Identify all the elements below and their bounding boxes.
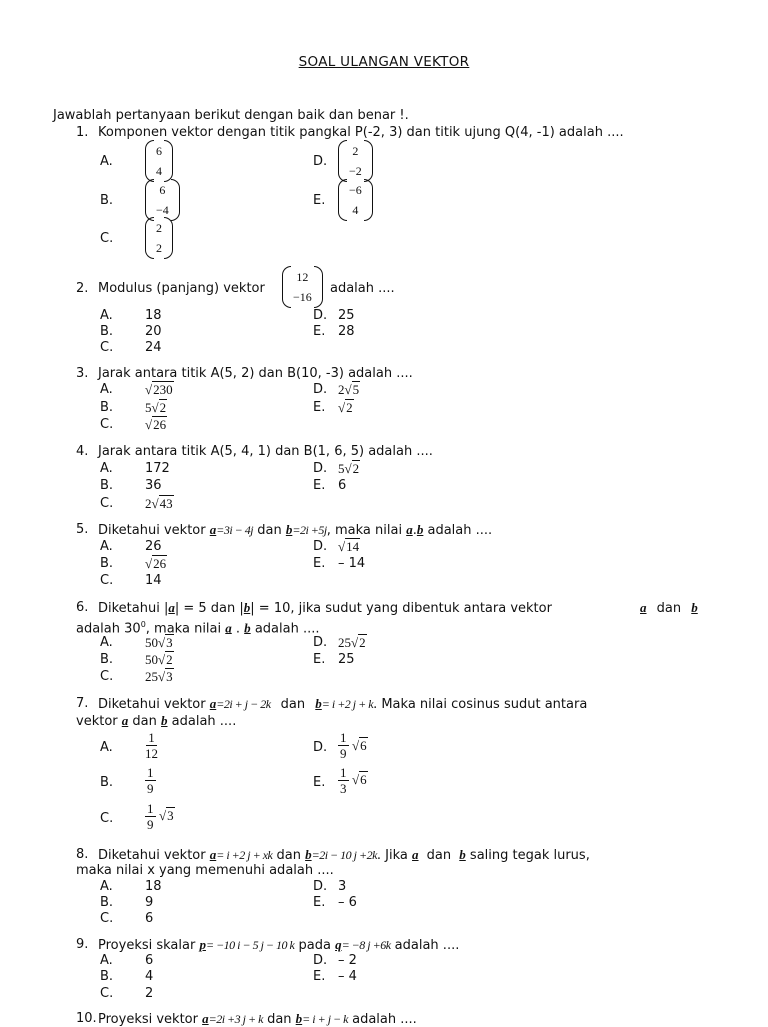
numerator: 1 — [340, 765, 347, 780]
vector-b-symbol: b — [691, 600, 698, 615]
question-number: 2. — [76, 281, 89, 296]
option-c-label: C. — [100, 231, 114, 246]
option-c-label: C. — [100, 911, 114, 926]
option-e-label: E. — [313, 775, 326, 790]
vector-a-symbol: a — [412, 847, 419, 862]
option-a-sqrt: √230 — [145, 382, 173, 397]
question-text — [98, 937, 459, 953]
option-a-label: A. — [100, 308, 113, 323]
option-e-label: E. — [313, 969, 326, 984]
vector-b-symbol: b — [416, 522, 424, 537]
vector-a-symbol: a — [209, 847, 217, 862]
option-a-label: A. — [100, 461, 113, 476]
vector-p-symbol: p — [199, 937, 206, 952]
denominator: 3 — [340, 781, 347, 796]
option-b-value: 20 — [145, 324, 162, 339]
text-part: Diketahui vektor — [98, 697, 206, 712]
text-part: saling tegak lurus, — [469, 848, 590, 863]
sqrt-coef: 2 — [338, 382, 345, 397]
question-text-line-2 — [76, 713, 236, 729]
text-part: dan — [656, 601, 682, 616]
sqrt-coef: 25 — [338, 635, 351, 650]
option-e-value: 25 — [338, 652, 355, 667]
numerator: 1 — [147, 801, 154, 816]
option-b-label: B. — [100, 556, 114, 571]
question-number: 5. — [76, 522, 89, 537]
option-d-label: D. — [313, 461, 328, 476]
option-d-label: D. — [313, 635, 328, 650]
option-c-sqrt: 25√3 — [145, 669, 173, 684]
vector-bottom: −2 — [349, 164, 362, 178]
denominator: 9 — [147, 817, 154, 832]
sqrt-radicand: 2 — [346, 400, 353, 415]
question-text — [98, 1011, 417, 1027]
vector-a-expression: =2i +3 j + k — [208, 1012, 263, 1026]
vector-bottom: 4 — [352, 203, 359, 217]
option-e-sqrt: √6 — [352, 772, 367, 787]
sqrt-radicand: 2 — [166, 652, 173, 667]
option-a-sqrt: 50√3 — [145, 635, 173, 650]
vector-top: 6 — [156, 144, 162, 158]
vector-b-symbol: b — [243, 600, 251, 615]
option-e-label: E. — [313, 556, 326, 571]
option-a-vector — [145, 140, 173, 182]
vector-b-expression: = i + j − k — [302, 1012, 348, 1026]
option-a-label: A. — [100, 154, 113, 169]
sqrt-radicand: 26 — [153, 556, 167, 571]
text-part: | = 5 dan | — [174, 601, 244, 616]
text-part: Proyeksi skalar — [98, 938, 196, 953]
option-b-label: B. — [100, 775, 114, 790]
text-part: Proyeksi vektor — [98, 1012, 198, 1027]
vector-q-expression: = −8 j +6k — [341, 938, 391, 952]
text-part: pada — [298, 938, 331, 953]
option-c-sqrt: √3 — [159, 808, 174, 823]
text-part: dan — [257, 523, 282, 538]
option-b-label: B. — [100, 895, 114, 910]
question-number: 10. — [76, 1011, 97, 1026]
option-e-value: 6 — [338, 478, 347, 493]
option-a-value: 6 — [145, 953, 154, 968]
sqrt-coef: 50 — [145, 635, 158, 650]
option-e-fraction — [338, 765, 349, 796]
vector-top: −6 — [349, 183, 362, 197]
sqrt-coef: 25 — [145, 669, 158, 684]
question-text — [98, 522, 492, 538]
question-text-line-2: adalah $30^0$, maka nilai a . b adalah .... — [76, 620, 320, 637]
text-part: dan — [426, 848, 452, 863]
option-b-sqrt: 5√2 — [145, 400, 167, 415]
question-number: 7. — [76, 696, 89, 711]
sqrt-radicand: 2 — [359, 635, 366, 650]
text-part: . Jika — [376, 848, 408, 863]
question-text: Jarak antara titik A(5, 4, 1) dan B(1, 6, 5) adalah .... — [98, 444, 433, 459]
option-d-vector — [338, 140, 373, 182]
option-c-label: C. — [100, 986, 114, 1001]
option-c-label: C. — [100, 496, 114, 511]
option-e-label: E. — [313, 478, 326, 493]
option-a-value: 172 — [145, 461, 170, 476]
option-d-sqrt: 5√2 — [338, 461, 360, 476]
text-part: adalah .... — [394, 938, 460, 953]
option-a-fraction — [145, 730, 158, 761]
option-e-label: E. — [313, 400, 326, 415]
text-part: adalah 30 — [76, 621, 141, 637]
text-part: Diketahui vektor — [98, 523, 206, 538]
option-d-label: D. — [313, 308, 328, 323]
modulus-vector — [282, 266, 323, 308]
option-d-label: D. — [313, 382, 328, 397]
sqrt-radicand: 2 — [159, 400, 167, 415]
option-a-label: A. — [100, 382, 113, 397]
denominator: 9 — [147, 781, 154, 796]
vector-b-expression: = i +2 j + k — [321, 697, 374, 711]
option-c-fraction — [145, 801, 156, 832]
option-e-vector — [338, 179, 373, 221]
vector-b-symbol: b — [285, 522, 293, 537]
option-b-sqrt: √26 — [145, 556, 167, 571]
option-e-value: – 4 — [338, 969, 357, 984]
sqrt-radicand: 230 — [153, 382, 173, 397]
option-e-label: E. — [313, 324, 326, 339]
text-part: , maka nilai — [145, 621, 222, 637]
question-text: Komponen vektor dengan titik pangkal P(-2, 3) dan titik ujung Q(4, -1) adalah .... — [98, 125, 624, 140]
text-part: adalah .... — [427, 523, 493, 538]
denominator: 9 — [340, 746, 347, 761]
option-e-label: E. — [313, 895, 326, 910]
option-e-label: E. — [313, 652, 326, 667]
sqrt-radicand: 14 — [346, 539, 360, 554]
option-a-value: 26 — [145, 539, 162, 554]
text-part: dan — [132, 714, 157, 729]
option-b-sqrt: 50√2 — [145, 652, 173, 667]
option-c-label: C. — [100, 573, 114, 588]
option-d-label: D. — [313, 539, 328, 554]
option-b-value: 4 — [145, 969, 154, 984]
text-part: adalah .... — [171, 714, 237, 729]
sqrt-radicand: 3 — [166, 635, 173, 650]
text-part: . Maka nilai cosinus sudut antara — [373, 697, 588, 712]
option-e-value: 28 — [338, 324, 355, 339]
sqrt-radicand: 5 — [352, 382, 360, 397]
text-part: | = 10, jika sudut yang dibentuk antara vektor — [250, 601, 552, 616]
sqrt-radicand: 3 — [166, 669, 173, 684]
option-b-label: B. — [100, 969, 114, 984]
instruction: Jawablah pertanyaan berikut dengan baik dan benar !. — [53, 108, 409, 123]
question-text — [98, 847, 590, 863]
dot: . — [412, 523, 417, 538]
question-number: 3. — [76, 366, 89, 381]
vector-a-symbol: a — [168, 600, 175, 615]
option-b-label: B. — [100, 652, 114, 667]
vector-b-symbol: b — [459, 847, 466, 862]
option-d-value: – 2 — [338, 953, 357, 968]
question-text-end: adalah .... — [330, 281, 395, 296]
question-number: 4. — [76, 444, 89, 459]
option-d-sqrt: 2√5 — [338, 382, 360, 397]
question-text — [98, 600, 552, 616]
vector-a-symbol: a — [202, 1011, 209, 1026]
option-a-label: A. — [100, 740, 113, 755]
option-c-sqrt: √26 — [145, 417, 167, 432]
text-part: vektor — [76, 714, 118, 729]
vector-a-expression: = i +2 j + xk — [216, 848, 273, 862]
sqrt-coef: 5 — [145, 400, 152, 415]
numerator: 1 — [340, 730, 347, 745]
option-e-value: – 14 — [338, 556, 366, 571]
option-b-label: B. — [100, 478, 114, 493]
question-number: 6. — [76, 600, 89, 615]
question-text-line-2: maka nilai x yang memenuhi adalah .... — [76, 863, 334, 878]
option-c-sqrt: 2√43 — [145, 496, 173, 511]
sqrt-radicand: 3 — [167, 808, 174, 823]
vector-b-expression: =2i − 10 j +2k — [311, 848, 377, 862]
option-d-label: D. — [313, 953, 328, 968]
vector-b-symbol: b — [244, 620, 251, 636]
vector-b-symbol: b — [161, 713, 168, 728]
option-d-sqrt: 25√2 — [338, 635, 366, 650]
option-c-value: 6 — [145, 911, 154, 926]
question-number: 9. — [76, 937, 89, 952]
vector-a-symbol: a — [209, 522, 217, 537]
question-text-end — [640, 600, 698, 616]
vector-top: 12 — [296, 270, 309, 284]
vector-bottom: −16 — [293, 290, 312, 304]
numerator: 1 — [147, 765, 154, 780]
vector-top: 2 — [156, 221, 162, 235]
text-part: Diketahui | — [98, 601, 169, 616]
vector-bottom: 4 — [156, 164, 162, 178]
option-c-label: C. — [100, 811, 114, 826]
vector-a-symbol: a — [640, 600, 647, 615]
option-a-label: A. — [100, 635, 113, 650]
text-part: dan — [267, 1012, 292, 1027]
option-c-label: C. — [100, 669, 114, 684]
sqrt-radicand: 2 — [352, 461, 360, 476]
denominator: 12 — [145, 746, 158, 761]
question-number: 1. — [76, 125, 89, 140]
text-part: , maka nilai — [326, 523, 403, 538]
degree-superscript: 0 — [140, 620, 146, 629]
option-d-sqrt: √14 — [338, 539, 360, 554]
option-b-value: 36 — [145, 478, 162, 493]
option-d-sqrt: √6 — [352, 738, 367, 753]
option-e-label: E. — [313, 193, 326, 208]
option-c-vector — [145, 217, 173, 259]
text-part: Diketahui vektor — [98, 848, 206, 863]
text-part: dan — [276, 848, 301, 863]
vector-bottom: 2 — [156, 241, 162, 255]
vector-a-symbol: a — [406, 522, 413, 537]
text-part: dan — [280, 697, 306, 712]
vector-b-expression: =2i +5j — [292, 523, 327, 537]
sqrt-coef: 50 — [145, 652, 158, 667]
question-text: Modulus (panjang) vektor — [98, 281, 265, 296]
option-d-fraction — [338, 730, 349, 761]
vector-a-expression: =3i − 4j — [216, 523, 254, 537]
option-e-value: – 6 — [338, 895, 357, 910]
sqrt-radicand: 43 — [159, 496, 173, 511]
vector-b-symbol: b — [305, 847, 312, 862]
option-a-value: 18 — [145, 879, 162, 894]
option-c-label: C. — [100, 340, 114, 355]
sqrt-coef: 2 — [145, 496, 152, 511]
option-a-label: A. — [100, 539, 113, 554]
option-a-value: 18 — [145, 308, 162, 323]
option-e-sqrt: √2 — [338, 400, 353, 415]
option-d-label: D. — [313, 879, 328, 894]
vector-a-symbol: a — [209, 696, 217, 711]
option-c-label: C. — [100, 417, 114, 432]
numerator: 1 — [148, 730, 155, 745]
question-text — [98, 696, 587, 712]
vector-top: 2 — [352, 144, 359, 158]
vector-a-symbol: a — [121, 713, 129, 728]
vector-a-symbol: a — [225, 620, 232, 636]
option-c-value: 2 — [145, 986, 154, 1001]
option-d-value: 3 — [338, 879, 347, 894]
page-title: SOAL ULANGAN VEKTOR — [298, 54, 470, 70]
option-b-label: B. — [100, 193, 114, 208]
vector-b-symbol: b — [315, 696, 322, 711]
option-d-value: 25 — [338, 308, 355, 323]
vector-b-symbol: b — [295, 1011, 303, 1026]
vector-top: 6 — [159, 183, 166, 197]
text-part: adalah .... — [254, 621, 320, 637]
vector-p-expression: = −10 i − 5 j − 10 k — [205, 938, 295, 952]
question-text: Jarak antara titik A(5, 2) dan B(10, -3) adalah .... — [98, 366, 413, 381]
question-number: 8. — [76, 847, 89, 862]
option-b-vector — [145, 179, 180, 221]
sqrt-radicand: 26 — [153, 417, 167, 432]
sqrt-radicand: 6 — [360, 738, 367, 753]
vector-q-symbol: q — [335, 937, 342, 952]
sqrt-radicand: 6 — [360, 772, 367, 787]
option-b-value: 9 — [145, 895, 154, 910]
option-c-value: 14 — [145, 573, 162, 588]
option-b-label: B. — [100, 400, 114, 415]
vector-bottom: −4 — [156, 203, 169, 217]
option-a-label: A. — [100, 879, 113, 894]
option-b-label: B. — [100, 324, 114, 339]
option-a-label: A. — [100, 953, 113, 968]
option-d-label: D. — [313, 154, 328, 169]
option-c-value: 24 — [145, 340, 162, 355]
text-part: adalah .... — [352, 1012, 417, 1027]
option-b-fraction — [145, 765, 156, 796]
vector-a-expression: =2i + j − 2k — [216, 697, 271, 711]
option-d-label: D. — [313, 740, 328, 755]
sqrt-coef: 5 — [338, 461, 345, 476]
